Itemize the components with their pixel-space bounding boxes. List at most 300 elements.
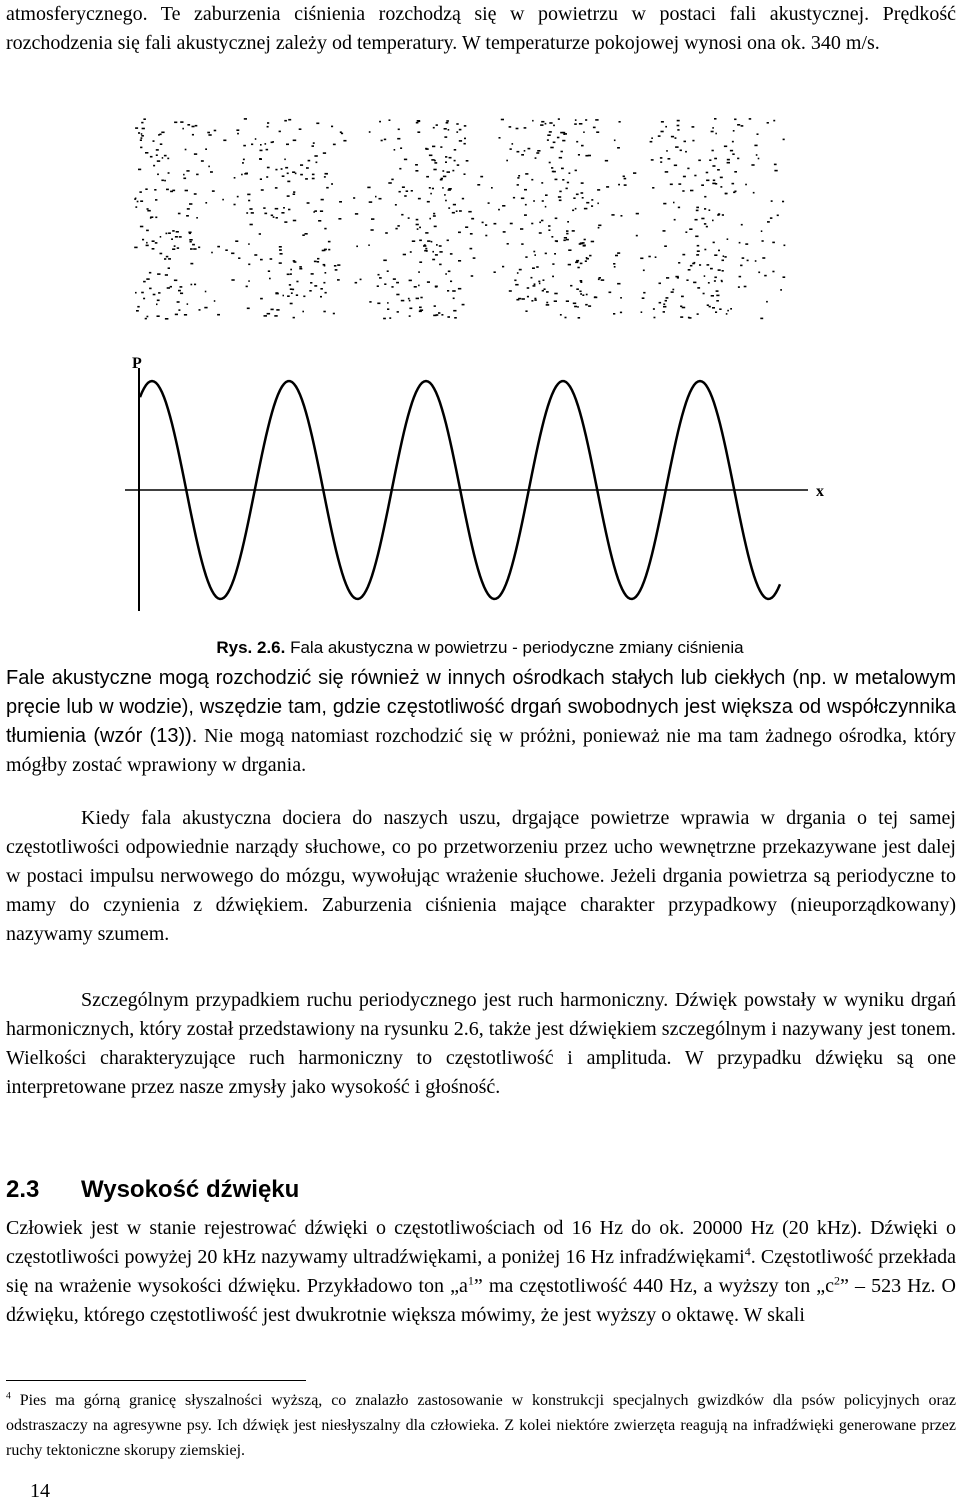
air-particle [509,126,512,128]
air-particle [323,152,326,154]
air-particle [306,167,309,169]
air-particle [251,144,253,146]
air-particle [633,172,636,174]
air-particle [585,304,588,306]
air-particle [718,213,720,215]
air-particle [690,190,693,192]
air-particle [308,160,311,162]
air-particle [561,168,564,170]
air-particle [533,251,535,253]
air-particle [302,234,305,236]
footnote-text: Pies ma górną granicę słyszalności wyższą, co znalazło zastosowanie w konstrukcji specjalnych gwizdków dla psów policyjnych oraz odstraszaczy na agresywne psy. Ich dźwięk jest niesłyszalny dla człowieka. Z kolei niektóre zwierzęta reagują na infradźwięki generowane przez ruchy tektoniczne skorupy ziemskiej. [6,1392,956,1459]
air-particle [485,224,487,226]
air-particle [617,283,620,285]
air-particle [586,202,589,204]
air-particle [143,281,146,283]
air-particle [745,243,748,245]
air-particle [324,176,326,178]
air-particle [706,172,709,174]
air-particle [555,179,558,181]
air-particle [393,278,396,280]
air-particle [470,233,473,235]
air-particle [436,244,438,246]
air-particle [141,122,143,124]
air-particle [682,190,684,192]
air-particle [502,205,505,207]
air-particle [540,124,543,126]
air-particle [160,143,163,145]
air-particle [174,122,177,124]
air-particle [482,222,484,224]
air-particle [531,223,533,225]
air-particle [681,296,684,298]
air-particle [337,264,340,266]
air-particle [514,280,516,282]
air-particle [758,272,760,274]
air-particle [502,266,504,268]
air-particle [539,232,542,234]
air-particle [499,137,501,139]
air-particle [456,131,458,133]
air-particle [260,298,263,300]
air-particle [665,126,667,128]
air-particle [141,137,143,139]
air-particle [744,286,747,288]
air-particle [223,140,226,142]
air-particle [695,236,698,238]
air-particle [715,311,717,313]
air-particle [190,248,193,250]
air-particle [730,308,732,310]
air-particle [720,186,722,188]
air-particle [369,201,373,203]
air-particle [448,129,450,131]
air-particle [525,173,528,175]
air-particle [732,183,735,185]
air-particle [176,231,179,233]
air-particle [714,280,716,282]
air-particle [613,263,615,265]
air-particle [394,149,396,151]
air-particle [446,120,449,122]
air-particle [557,137,560,139]
air-particle [783,276,786,278]
air-particle [459,140,462,142]
air-particle [389,317,391,319]
air-particle [688,317,690,319]
air-particle [165,274,168,276]
air-particle [594,297,598,299]
air-particle [685,231,687,233]
air-particle [692,263,695,265]
air-particle [208,134,211,136]
air-particle [205,202,207,204]
air-particle [158,292,160,294]
air-particle [522,298,525,300]
air-particle [666,297,669,299]
air-particle [166,189,169,191]
air-particle [141,135,144,137]
air-particle [155,199,157,201]
air-particle [697,245,700,247]
air-particle [459,129,462,131]
air-particle [416,298,419,300]
air-particle [439,264,442,266]
figure-caption [0,634,960,662]
air-particle [146,242,148,244]
air-particle [520,228,523,230]
air-particle [175,314,178,316]
air-particle [591,205,593,207]
air-particle [395,228,397,230]
air-particle [296,294,298,296]
air-particle [199,309,201,311]
air-particle [716,295,719,297]
air-particle [665,171,669,173]
air-particle [471,275,474,277]
air-particle [709,306,711,308]
air-particle [583,245,586,247]
air-particle [433,213,435,215]
air-particle [718,269,721,271]
air-particle [287,195,290,197]
air-particle [403,254,406,256]
air-particle [192,134,194,136]
air-particle [545,194,548,196]
air-particle [453,310,456,312]
air-particle [289,284,291,286]
air-particle [445,161,447,163]
air-particle [697,250,700,252]
air-particle [575,119,577,121]
air-particle [134,198,136,200]
air-particle [554,300,557,302]
footnote-marker: 4 [6,1390,11,1402]
air-particle [316,123,319,125]
air-particle [312,174,315,176]
air-particle [183,178,186,180]
air-particle [355,213,358,215]
air-particle [255,138,256,140]
air-particle [578,317,581,319]
air-particle [180,121,183,123]
air-particle [261,189,264,191]
air-particle [404,159,407,161]
air-particle [533,285,536,287]
air-particle [296,281,298,283]
air-particle [157,315,160,317]
air-particle [416,219,419,221]
air-particle [286,144,289,146]
air-particle [270,258,273,260]
air-particle [459,210,462,212]
air-particle [615,255,618,257]
air-particle [420,309,424,311]
air-particle [585,260,587,262]
air-particle [524,127,527,129]
air-particle [302,311,304,313]
air-particle [710,268,713,270]
air-particle [609,292,612,294]
air-particle [588,305,591,307]
air-particle [300,174,303,176]
air-particle [447,240,449,242]
air-particle [168,232,171,234]
air-particle [235,240,238,242]
air-particle [383,318,386,320]
air-particle [299,268,302,270]
air-particle [434,226,437,228]
air-particle [415,164,418,166]
air-particle [429,187,431,189]
air-particle [433,127,435,129]
air-particle [399,191,401,193]
air-particle [732,153,734,155]
air-particle [340,131,342,133]
air-particle [322,250,325,252]
air-particle [137,201,139,203]
air-particle [191,284,193,286]
section-heading [6,1176,299,1204]
footnote [6,1388,956,1463]
air-particle [551,236,553,238]
air-particle [741,125,744,127]
air-particle [425,248,427,250]
air-particle [208,166,210,168]
air-particle [716,290,719,292]
air-particle [580,242,583,244]
air-particle [541,121,544,123]
air-particle [692,126,695,128]
air-particle [290,303,293,305]
acoustic-wave-figure [0,96,960,616]
air-particle [406,190,409,192]
air-particle [389,119,391,121]
air-particle [379,121,381,123]
air-particle [178,213,181,215]
air-particle [491,187,493,189]
air-particle [427,240,430,242]
air-particle [572,210,574,212]
air-particle [580,281,582,283]
air-particle [566,188,568,190]
air-particle [231,279,234,281]
air-particle [192,244,195,246]
air-particle [567,182,569,184]
air-particle [663,306,666,308]
air-particle [535,157,537,159]
air-particle [544,288,546,290]
air-particle [267,126,269,128]
air-particle [155,217,157,219]
air-particle [711,295,714,297]
air-particle [521,243,523,245]
air-particle [567,221,569,223]
air-particle [675,146,679,148]
air-particle [387,270,389,272]
air-particle [156,304,158,306]
air-particle [664,245,667,247]
air-particle [141,133,143,135]
air-particle [546,291,549,293]
air-particle [185,149,187,151]
air-particle [581,145,584,147]
air-particle [643,270,645,272]
air-particle [468,211,471,213]
air-particle [177,301,180,303]
air-particle [445,200,447,202]
air-particle [597,189,600,191]
air-particle [152,248,155,250]
air-particle [624,178,627,180]
air-particle [360,279,362,281]
note-superscript: 1 [467,1273,474,1288]
air-particle [271,215,273,217]
air-particle [447,316,450,318]
air-particle [320,296,322,298]
air-particle [712,127,714,129]
air-particle [371,218,374,220]
air-particle [707,264,710,266]
air-particle [732,141,734,143]
air-particle [560,132,563,134]
air-particle [400,147,402,149]
air-particle [527,296,529,298]
air-particle [517,184,519,186]
air-particle [267,313,271,315]
air-particle [677,125,680,127]
air-particle [553,142,556,144]
air-particle [385,232,388,234]
air-particle [396,282,399,284]
air-particle [328,241,331,243]
air-particle [480,176,483,178]
air-particle [137,306,139,308]
air-particle [466,160,469,162]
air-particle [280,253,283,255]
air-particle [661,121,664,123]
air-particle [518,175,520,177]
air-particle [532,120,534,122]
air-particle [458,232,461,234]
air-particle [713,180,715,182]
air-particle [167,158,169,160]
air-particle [584,208,588,210]
air-particle [581,182,584,184]
air-particle [320,288,323,290]
air-particle [576,288,579,290]
air-particle [671,136,674,138]
air-particle [774,170,777,172]
air-particle [754,145,757,147]
air-particle [761,230,763,232]
air-particle [618,184,620,186]
air-particle [397,311,399,313]
air-particle [325,292,327,294]
air-particle [617,147,620,149]
air-particle [521,154,524,156]
air-particle [577,267,579,269]
air-particle [153,294,156,296]
air-particle [320,210,323,212]
air-particle [554,293,557,295]
air-particle [562,179,564,181]
air-particle [519,269,522,271]
air-particle [574,306,577,308]
air-particle [663,311,665,313]
air-particle [398,129,400,131]
air-particle [161,180,164,182]
air-particle [369,301,371,303]
air-particle [248,200,250,202]
air-particle [391,286,393,288]
air-particle [318,220,321,222]
air-particle [739,276,742,278]
air-particle [572,230,575,232]
air-particle [427,281,430,283]
air-particle [525,204,527,206]
air-particle [159,134,161,136]
air-particle [687,168,689,170]
air-particle [666,277,669,279]
air-particle [589,255,591,257]
air-particle [174,280,177,282]
air-particle [247,308,250,310]
air-particle [464,143,466,145]
air-particle [281,212,284,214]
air-particle [783,139,785,141]
air-particle [704,275,706,277]
air-particle [601,279,605,281]
air-particle [659,283,662,285]
air-particle [185,190,188,192]
air-particle [671,291,674,293]
air-particle [293,317,295,319]
air-particle [279,246,282,248]
air-particle [767,122,769,124]
air-particle [293,193,296,195]
air-particle [456,210,458,212]
air-particle [563,133,565,135]
air-particle [187,124,190,126]
air-particle [248,243,250,245]
air-particle [678,183,681,185]
air-particle [650,141,653,143]
air-particle [593,127,596,129]
air-particle [453,204,456,206]
air-particle [237,133,239,135]
air-particle [164,180,166,182]
air-particle [575,208,577,210]
air-particle [678,262,680,264]
air-particle [660,157,663,159]
air-particle [560,314,562,316]
air-particle [433,215,436,217]
air-particle [265,143,267,145]
air-particle [510,223,513,225]
air-particle [713,242,715,244]
air-particle [408,298,410,300]
air-particle [194,153,197,155]
air-particle [724,146,727,148]
air-particle [387,308,389,310]
air-particle [464,173,466,175]
air-particle [179,236,182,238]
air-particle [268,270,270,272]
air-particle [553,125,555,127]
air-particle [371,229,374,231]
air-particle [290,288,293,290]
